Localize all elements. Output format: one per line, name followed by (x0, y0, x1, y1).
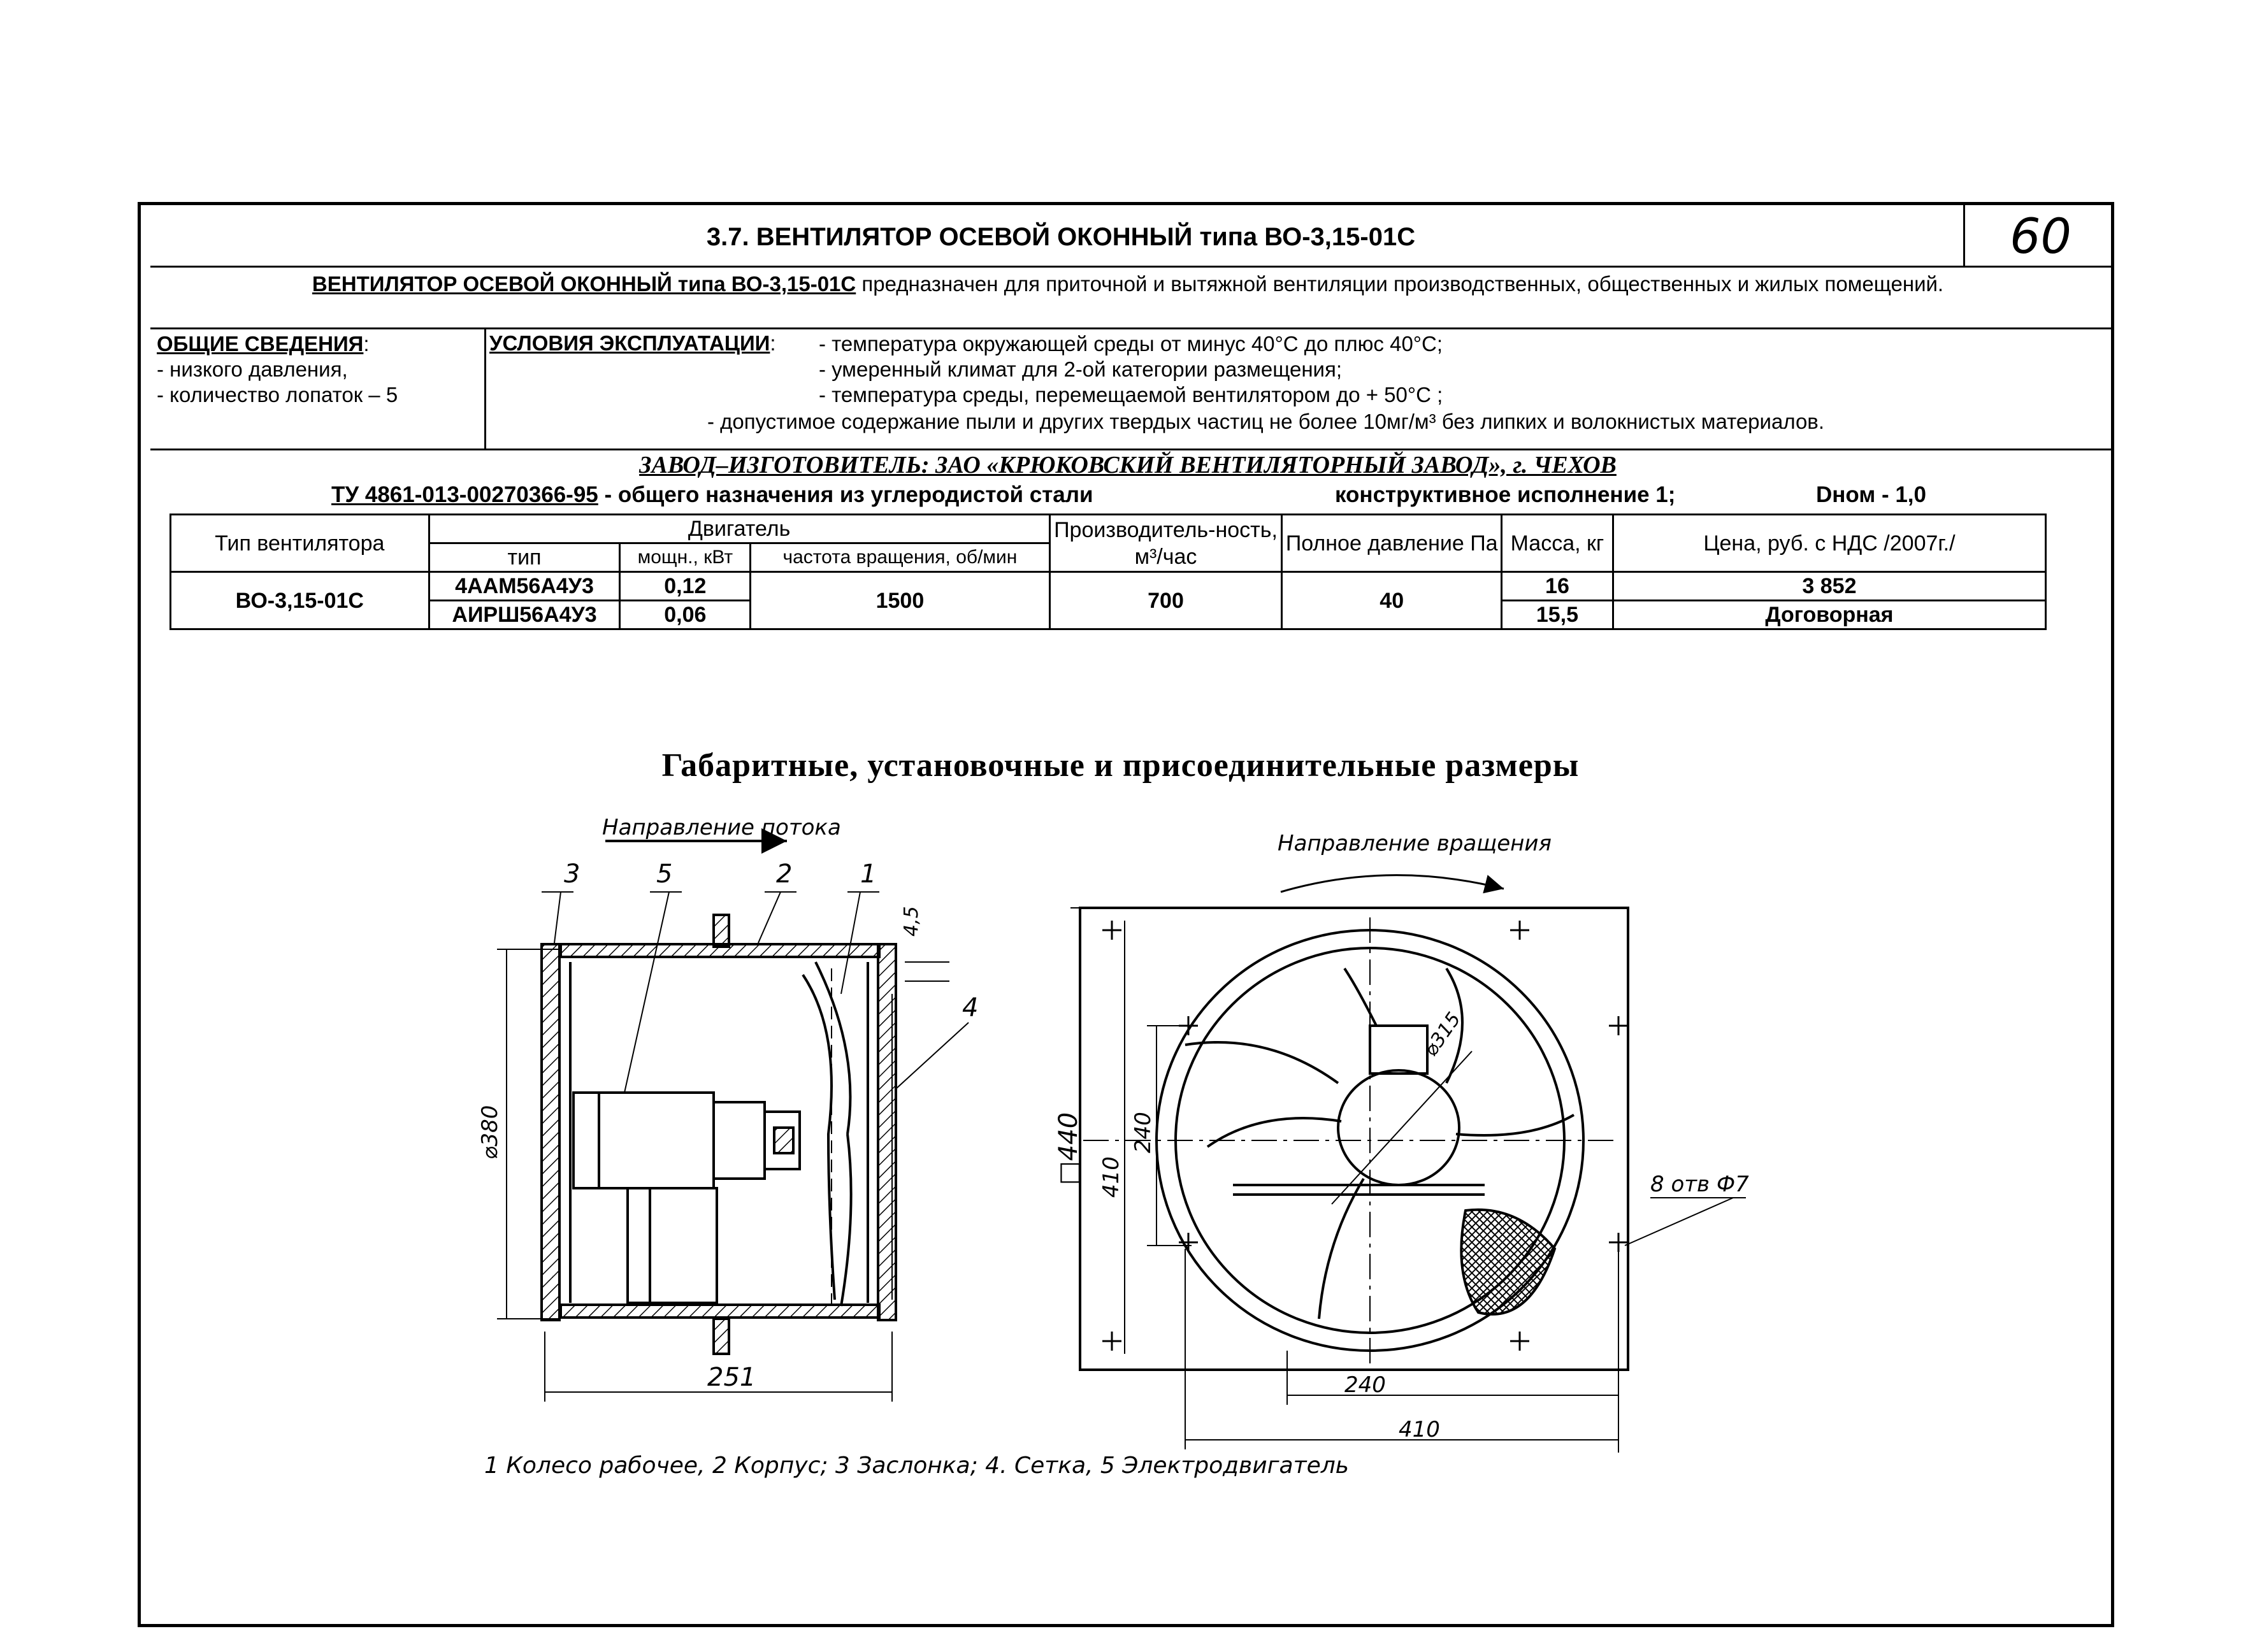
flange-right (878, 944, 896, 1320)
product-name: ВЕНТИЛЯТОР ОСЕВОЙ ОКОННЫЙ типа ВО-3,15-01С (312, 272, 856, 296)
callout-4: 4 (962, 993, 979, 1023)
callout-5: 5 (656, 859, 673, 889)
blade-3 (1319, 1179, 1364, 1319)
dim-d315: ⌀315 (1419, 1008, 1466, 1061)
cell-power-2: 0,06 (620, 601, 751, 629)
purpose-description: предназначен для приточной и вытяжной вентиляции производственных, общественных и жилых помещений. (861, 272, 1944, 296)
flange-left (542, 944, 559, 1320)
dim-251: 251 (707, 1363, 756, 1392)
condition-line-4: - допустимое содержание пыли и других твердых частиц не более 10мг/м³ без липких и волокнистых материалов. (707, 410, 1824, 433)
conditions-heading: УСЛОВИЯ ЭКСПЛУАТАЦИИ (489, 331, 770, 355)
flow-direction-label: Направление потока (602, 815, 841, 840)
mesh-cutout (1461, 1210, 1555, 1314)
dim-240-horizontal: 240 (1344, 1372, 1386, 1398)
page-number: 60 (2010, 207, 2072, 264)
condition-line-2: - умеренный климат для 2-ой категории размещения; (819, 357, 1343, 381)
cell-mass-1: 16 (1502, 572, 1613, 601)
cell-pressure: 40 (1282, 572, 1502, 629)
dim-410-vertical: 410 (1099, 1156, 1124, 1198)
side-view (497, 841, 969, 1402)
drawing-title: Габаритные, установочные и присоединительные размеры (661, 747, 1580, 784)
rotation-arrow (1281, 875, 1504, 892)
blade-2 (1207, 1118, 1341, 1147)
holes-label: 8 отв Ф7 (1650, 1172, 1749, 1197)
callout-3: 3 (564, 859, 580, 889)
impeller-blade (803, 975, 835, 1300)
dim-440: □440 (1054, 1112, 1083, 1185)
general-line-2: - количество лопаток – 5 (157, 383, 398, 406)
drawing-legend: 1 Колесо рабочее, 2 Корпус; 3 Заслонка; 4. Сетка, 5 Электродвигатель (484, 1453, 1349, 1479)
cell-capacity: 700 (1049, 572, 1282, 629)
mounting-plate (1080, 908, 1628, 1370)
th-capacity: Производитель-ность, м³/час (1049, 515, 1282, 572)
cell-mass-2: 15,5 (1502, 601, 1613, 629)
th-mass: Масса, кг (1502, 515, 1613, 572)
conditions-heading-wrap: УСЛОВИЯ ЭКСПЛУАТАЦИИ: (489, 331, 776, 355)
general-heading: ОБЩИЕ СВЕДЕНИЯ (157, 332, 364, 356)
th-motor-type: тип (429, 543, 620, 572)
page-title: 3.7. ВЕНТИЛЯТОР ОСЕВОЙ ОКОННЫЙ типа ВО-3,15-01С (706, 223, 1416, 251)
condition-line-3: - температура среды, перемещаемой вентилятором до + 50°С ; (819, 383, 1443, 406)
callout-2: 2 (776, 859, 793, 889)
callout-1: 1 (860, 859, 877, 889)
th-power: мощн., кВт (620, 543, 751, 572)
th-motor: Двигатель (429, 515, 1049, 543)
dim-410-horizontal: 410 (1399, 1417, 1440, 1442)
cell-price-1: 3 852 (1613, 572, 2045, 601)
motor-body (573, 1093, 714, 1188)
dim-240-vertical: 240 (1130, 1112, 1156, 1153)
condition-line-1: - температура окружающей среды от минус 40°С до плюс 40°С; (819, 332, 1443, 356)
th-fan-type: Тип вентилятора (171, 515, 429, 572)
tu-number: ТУ 4861-013-00270366-95 (331, 482, 598, 507)
casing-bottom (561, 1305, 879, 1318)
cell-speed: 1500 (751, 572, 1049, 629)
design-version: конструктивное исполнение 1; (1335, 482, 1676, 507)
cell-motor-2: АИРШ56А4У3 (429, 601, 620, 629)
cell-power-1: 0,12 (620, 572, 751, 601)
rotation-direction-label: Направление вращения (1278, 831, 1552, 856)
th-pressure: Полное давление Па (1282, 515, 1502, 572)
front-view (1070, 875, 1746, 1453)
blade-1 (1185, 1042, 1338, 1083)
general-info: ОБЩИЕ СВЕДЕНИЯ: - низкого давления, - количество лопаток – 5 (157, 331, 482, 408)
th-speed: частота вращения, об/мин (751, 543, 1049, 572)
manufacturer: ЗАВОД–ИЗГОТОВИТЕЛЬ: ЗАО «КРЮКОВСКИЙ ВЕНТИЛЯТОРНЫЙ ЗАВОД», г. ЧЕХОВ (639, 452, 1617, 478)
dim-d380: ⌀380 (477, 1105, 503, 1160)
cell-motor-1: 4ААМ56А4У3 (429, 572, 620, 601)
blade-5 (1456, 1115, 1574, 1135)
general-line-1: - низкого давления, (157, 357, 348, 381)
cell-price-2: Договорная (1613, 601, 2045, 629)
tu-material: - общего назначения из углеродистой стали (604, 482, 1093, 507)
mounting-holes (1102, 921, 1628, 1351)
th-price: Цена, руб. с НДС /2007г./ (1613, 515, 2045, 572)
dnom: Dном - 1,0 (1816, 482, 1926, 507)
cell-fan: ВО-3,15-01С (171, 572, 429, 629)
dim-4-5: 4,5 (900, 906, 923, 937)
hub (1338, 1070, 1459, 1185)
